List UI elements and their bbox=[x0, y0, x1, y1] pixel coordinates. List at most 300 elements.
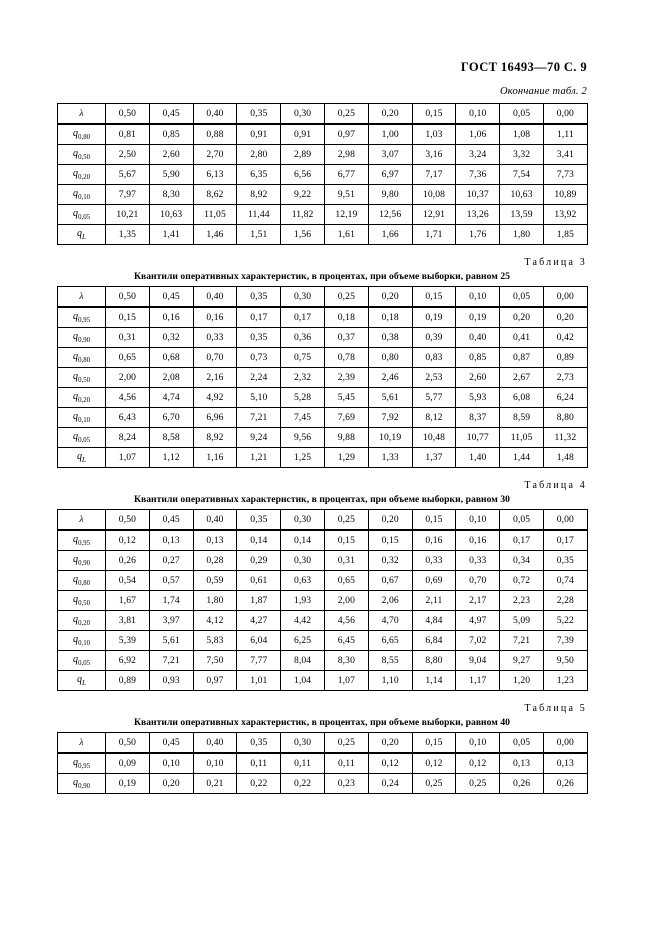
table-cell-value: 0,25 bbox=[412, 774, 456, 794]
table-cell-value: 0,20 bbox=[500, 307, 544, 328]
table-cell-value: 6,96 bbox=[193, 408, 237, 428]
table-cell-value: 0,65 bbox=[106, 348, 150, 368]
header-cell-lambda-value: 0,00 bbox=[543, 287, 587, 308]
table-cell-value: 5,61 bbox=[368, 388, 412, 408]
table-cell-value: 0,26 bbox=[500, 774, 544, 794]
row-label-subscript: 0,90 bbox=[78, 337, 90, 344]
table-cell-value: 0,33 bbox=[456, 551, 500, 571]
table-header-row bbox=[58, 287, 588, 308]
header-cell-lambda-value: 0,40 bbox=[193, 733, 237, 754]
header-cell-lambda-value: 0,15 bbox=[412, 510, 456, 531]
row-label-quantile bbox=[58, 368, 106, 388]
table-cell-value: 0,31 bbox=[106, 328, 150, 348]
row-label-quantile bbox=[58, 348, 106, 368]
row-label-base: q bbox=[72, 168, 79, 179]
table-cell-value: 1,10 bbox=[368, 671, 412, 691]
table-cell-value: 0,78 bbox=[324, 348, 368, 368]
header-cell-lambda-value: 0,10 bbox=[456, 733, 500, 754]
table-row bbox=[58, 651, 588, 671]
table-spacer bbox=[57, 245, 587, 257]
table-cell-value: 6,04 bbox=[237, 631, 281, 651]
quantile-table bbox=[57, 286, 588, 468]
table-cell-value: 0,97 bbox=[193, 671, 237, 691]
table-cell-value: 9,24 bbox=[237, 428, 281, 448]
table-cell-value: 1,80 bbox=[500, 225, 544, 245]
header-cell-lambda: λ bbox=[58, 287, 106, 308]
table-row bbox=[58, 428, 588, 448]
row-label-subscript: 0,80 bbox=[78, 134, 90, 141]
table-block bbox=[57, 103, 587, 245]
table-cell-value: 0,11 bbox=[324, 753, 368, 774]
table-cell-value: 4,56 bbox=[106, 388, 150, 408]
table-cell-value: 10,89 bbox=[543, 185, 587, 205]
table-number-label: Таблица 5 bbox=[524, 703, 587, 714]
row-label-subscript: 0,05 bbox=[78, 437, 90, 444]
table-cell-value: 0,33 bbox=[412, 551, 456, 571]
header-cell-lambda-value: 0,00 bbox=[543, 510, 587, 531]
table-cell-value: 2,06 bbox=[368, 591, 412, 611]
table-cell-value: 1,04 bbox=[281, 671, 325, 691]
table-cell-value: 2,73 bbox=[543, 368, 587, 388]
table-cell-value: 0,11 bbox=[281, 753, 325, 774]
table-cell-value: 0,91 bbox=[237, 124, 281, 145]
table-cell-value: 3,97 bbox=[149, 611, 193, 631]
table-spacer bbox=[57, 691, 587, 703]
table-cell-value: 13,92 bbox=[543, 205, 587, 225]
table-cell-value: 0,85 bbox=[456, 348, 500, 368]
header-cell-lambda-value: 0,20 bbox=[368, 733, 412, 754]
table-cell-value: 0,29 bbox=[237, 551, 281, 571]
header-cell-lambda-value: 0,05 bbox=[500, 104, 544, 125]
table-cell-value: 4,74 bbox=[149, 388, 193, 408]
row-label-quantile bbox=[58, 774, 106, 794]
table-cell-value: 4,92 bbox=[193, 388, 237, 408]
header-cell-lambda-value: 0,45 bbox=[149, 287, 193, 308]
table-cell-value: 7,21 bbox=[500, 631, 544, 651]
table-cell-value: 6,43 bbox=[106, 408, 150, 428]
row-label-quantile bbox=[58, 631, 106, 651]
table-cell-value: 2,98 bbox=[324, 145, 368, 165]
header-cell-lambda-value: 0,15 bbox=[412, 104, 456, 125]
table-cell-value: 2,67 bbox=[500, 368, 544, 388]
header-cell-lambda-value: 0,40 bbox=[193, 287, 237, 308]
quantile-table bbox=[57, 103, 588, 245]
table-cell-value: 6,56 bbox=[281, 165, 325, 185]
table-cell-value: 1,06 bbox=[456, 124, 500, 145]
table-cell-value: 8,59 bbox=[500, 408, 544, 428]
table-cell-value: 0,26 bbox=[543, 774, 587, 794]
table-cell-value: 0,11 bbox=[237, 753, 281, 774]
table-cell-value: 0,18 bbox=[324, 307, 368, 328]
table-cell-value: 5,83 bbox=[193, 631, 237, 651]
table-cell-value: 0,12 bbox=[106, 530, 150, 551]
table-row bbox=[58, 448, 588, 468]
header-cell-lambda-value: 0,45 bbox=[149, 510, 193, 531]
table-cell-value: 0,14 bbox=[281, 530, 325, 551]
header-cell-lambda-value: 0,20 bbox=[368, 104, 412, 125]
table-row bbox=[58, 611, 588, 631]
table-caption: Квантили оперативных характеристик, в процентах, при объеме выборки, равном 40 bbox=[133, 717, 511, 728]
table-cell-value: 0,91 bbox=[281, 124, 325, 145]
table-row bbox=[58, 348, 588, 368]
table-cell-value: 1,25 bbox=[281, 448, 325, 468]
table-number-label: Таблица 4 bbox=[524, 480, 587, 491]
table-row bbox=[58, 205, 588, 225]
row-label-base: q bbox=[72, 431, 79, 442]
row-label-subscript: L bbox=[82, 233, 87, 241]
table-cell-value: 0,59 bbox=[193, 571, 237, 591]
table-cell-value: 0,20 bbox=[149, 774, 193, 794]
table-cell-value: 4,42 bbox=[281, 611, 325, 631]
row-label-quantile bbox=[58, 671, 106, 691]
table-cell-value: 8,58 bbox=[149, 428, 193, 448]
table-cell-value: 7,73 bbox=[543, 165, 587, 185]
table-cell-value: 0,37 bbox=[324, 328, 368, 348]
table-cell-value: 7,92 bbox=[368, 408, 412, 428]
table-cell-value: 0,35 bbox=[543, 551, 587, 571]
table-row bbox=[58, 124, 588, 145]
table-cell-value: 0,19 bbox=[106, 774, 150, 794]
table-row bbox=[58, 185, 588, 205]
table-cell-value: 12,56 bbox=[368, 205, 412, 225]
header-cell-lambda-value: 0,35 bbox=[237, 287, 281, 308]
table-cell-value: 3,81 bbox=[106, 611, 150, 631]
row-label-subscript: 0,95 bbox=[78, 763, 90, 770]
table-row bbox=[58, 307, 588, 328]
table-cell-value: 9,22 bbox=[281, 185, 325, 205]
table-cell-value: 0,54 bbox=[106, 571, 150, 591]
table-cell-value: 1,03 bbox=[412, 124, 456, 145]
table-cell-value: 13,59 bbox=[500, 205, 544, 225]
row-label-base: q bbox=[72, 371, 79, 382]
table-cell-value: 0,16 bbox=[412, 530, 456, 551]
table-cell-value: 3,41 bbox=[543, 145, 587, 165]
table-cell-value: 9,27 bbox=[500, 651, 544, 671]
row-label-quantile bbox=[58, 225, 106, 245]
table-cell-value: 1,41 bbox=[149, 225, 193, 245]
table-cell-value: 0,69 bbox=[412, 571, 456, 591]
table-caption: Квантили оперативных характеристик, в процентах, при объеме выборки, равном 30 bbox=[133, 494, 511, 505]
header-cell-lambda: λ bbox=[58, 104, 106, 125]
table-cell-value: 0,19 bbox=[412, 307, 456, 328]
table-cell-value: 0,16 bbox=[149, 307, 193, 328]
table-cell-value: 0,17 bbox=[543, 530, 587, 551]
table-cell-value: 2,39 bbox=[324, 368, 368, 388]
table-cell-value: 1,12 bbox=[149, 448, 193, 468]
row-label-subscript: L bbox=[82, 456, 87, 464]
table-cell-value: 1,40 bbox=[456, 448, 500, 468]
table-cell-value: 0,22 bbox=[281, 774, 325, 794]
table-cell-value: 0,81 bbox=[106, 124, 150, 145]
table-cell-value: 7,45 bbox=[281, 408, 325, 428]
table-cell-value: 2,11 bbox=[412, 591, 456, 611]
row-label-subscript: 0,10 bbox=[78, 194, 90, 201]
table-cell-value: 1,93 bbox=[281, 591, 325, 611]
continuation-note: Окончание табл. 2 bbox=[499, 86, 587, 97]
table-cell-value: 4,97 bbox=[456, 611, 500, 631]
row-label-subscript: 0,90 bbox=[78, 560, 90, 567]
table-cell-value: 5,09 bbox=[500, 611, 544, 631]
header-cell-lambda-value: 0,35 bbox=[237, 510, 281, 531]
header-cell-lambda-value: 0,50 bbox=[106, 104, 150, 125]
header-cell-lambda-value: 0,30 bbox=[281, 733, 325, 754]
table-cell-value: 7,21 bbox=[237, 408, 281, 428]
table-cell-value: 0,36 bbox=[281, 328, 325, 348]
table-cell-value: 7,02 bbox=[456, 631, 500, 651]
header-cell-lambda-value: 0,50 bbox=[106, 287, 150, 308]
table-cell-value: 5,77 bbox=[412, 388, 456, 408]
table-cell-value: 2,08 bbox=[149, 368, 193, 388]
header-cell-lambda-value: 0,30 bbox=[281, 510, 325, 531]
table-cell-value: 0,28 bbox=[193, 551, 237, 571]
table-cell-value: 3,16 bbox=[412, 145, 456, 165]
header-cell-lambda-value: 0,40 bbox=[193, 104, 237, 125]
header-cell-lambda-value: 0,20 bbox=[368, 510, 412, 531]
tables-container bbox=[57, 103, 587, 794]
table-row bbox=[58, 145, 588, 165]
table-cell-value: 5,90 bbox=[149, 165, 193, 185]
row-label-subscript: 0,10 bbox=[78, 640, 90, 647]
table-cell-value: 1,17 bbox=[456, 671, 500, 691]
row-label-subscript: 0,05 bbox=[78, 214, 90, 221]
row-label-subscript: 0,50 bbox=[78, 600, 90, 607]
header-cell-lambda-value: 0,35 bbox=[237, 104, 281, 125]
table-cell-value: 1,21 bbox=[237, 448, 281, 468]
table-caption: Квантили оперативных характеристик, в процентах, при объеме выборки, равном 25 bbox=[133, 271, 511, 282]
table-cell-value: 6,70 bbox=[149, 408, 193, 428]
header-cell-lambda-value: 0,30 bbox=[281, 104, 325, 125]
row-label-base: q bbox=[76, 228, 83, 239]
table-cell-value: 7,97 bbox=[106, 185, 150, 205]
table-number-label: Таблица 3 bbox=[524, 257, 587, 268]
header-cell-lambda-value: 0,50 bbox=[106, 733, 150, 754]
table-cell-value: 11,82 bbox=[281, 205, 325, 225]
table-row bbox=[58, 774, 588, 794]
table-block bbox=[57, 691, 587, 794]
table-cell-value: 6,84 bbox=[412, 631, 456, 651]
table-cell-value: 12,19 bbox=[324, 205, 368, 225]
header-cell-lambda-value: 0,35 bbox=[237, 733, 281, 754]
table-row bbox=[58, 165, 588, 185]
header-cell-lambda-value: 0,10 bbox=[456, 510, 500, 531]
header-cell-lambda-value: 0,10 bbox=[456, 287, 500, 308]
table-cell-value: 8,92 bbox=[193, 428, 237, 448]
table-cell-value: 0,22 bbox=[237, 774, 281, 794]
table-row bbox=[58, 225, 588, 245]
table-cell-value: 5,10 bbox=[237, 388, 281, 408]
row-label-quantile bbox=[58, 651, 106, 671]
header-cell-lambda-value: 0,40 bbox=[193, 510, 237, 531]
row-label-subscript: 0,95 bbox=[78, 540, 90, 547]
table-cell-value: 0,18 bbox=[368, 307, 412, 328]
table-cell-value: 2,70 bbox=[193, 145, 237, 165]
row-label-quantile bbox=[58, 145, 106, 165]
table-row bbox=[58, 591, 588, 611]
row-label-base: q bbox=[76, 674, 83, 685]
row-label-subscript: 0,95 bbox=[78, 317, 90, 324]
row-label-base: q bbox=[72, 534, 79, 545]
table-cell-value: 4,56 bbox=[324, 611, 368, 631]
table-cell-value: 0,93 bbox=[149, 671, 193, 691]
table-cell-value: 0,15 bbox=[324, 530, 368, 551]
quantile-table bbox=[57, 732, 588, 794]
table-cell-value: 0,32 bbox=[368, 551, 412, 571]
row-label-quantile bbox=[58, 185, 106, 205]
table-cell-value: 0,72 bbox=[500, 571, 544, 591]
table-cell-value: 0,88 bbox=[193, 124, 237, 145]
table-cell-value: 1,46 bbox=[193, 225, 237, 245]
row-label-quantile bbox=[58, 428, 106, 448]
table-cell-value: 10,48 bbox=[412, 428, 456, 448]
table-cell-value: 5,45 bbox=[324, 388, 368, 408]
table-cell-value: 1,44 bbox=[500, 448, 544, 468]
header-cell-lambda-value: 0,25 bbox=[324, 287, 368, 308]
table-cell-value: 0,10 bbox=[193, 753, 237, 774]
table-cell-value: 0,31 bbox=[324, 551, 368, 571]
table-cell-value: 8,30 bbox=[324, 651, 368, 671]
table-cell-value: 2,24 bbox=[237, 368, 281, 388]
table-cell-value: 0,41 bbox=[500, 328, 544, 348]
page-content bbox=[57, 86, 587, 794]
row-label-base: q bbox=[72, 331, 79, 342]
table-cell-value: 0,27 bbox=[149, 551, 193, 571]
table-cell-value: 1,14 bbox=[412, 671, 456, 691]
table-cell-value: 5,61 bbox=[149, 631, 193, 651]
table-cell-value: 1,66 bbox=[368, 225, 412, 245]
table-cell-value: 2,28 bbox=[543, 591, 587, 611]
row-label-subscript: 0,20 bbox=[78, 620, 90, 627]
row-label-quantile bbox=[58, 591, 106, 611]
table-cell-value: 0,25 bbox=[456, 774, 500, 794]
table-cell-value: 10,77 bbox=[456, 428, 500, 448]
table-cell-value: 6,97 bbox=[368, 165, 412, 185]
table-cell-value: 0,13 bbox=[500, 753, 544, 774]
table-row bbox=[58, 753, 588, 774]
table-cell-value: 0,67 bbox=[368, 571, 412, 591]
table-row bbox=[58, 571, 588, 591]
table-cell-value: 0,39 bbox=[412, 328, 456, 348]
table-cell-value: 1,85 bbox=[543, 225, 587, 245]
row-label-base: q bbox=[72, 311, 79, 322]
table-cell-value: 11,05 bbox=[500, 428, 544, 448]
table-cell-value: 4,12 bbox=[193, 611, 237, 631]
table-cell-value: 5,22 bbox=[543, 611, 587, 631]
table-cell-value: 0,17 bbox=[237, 307, 281, 328]
table-cell-value: 9,80 bbox=[368, 185, 412, 205]
table-cell-value: 0,09 bbox=[106, 753, 150, 774]
row-label-base: q bbox=[72, 411, 79, 422]
row-label-base: q bbox=[72, 351, 79, 362]
table-cell-value: 0,97 bbox=[324, 124, 368, 145]
table-cell-value: 9,88 bbox=[324, 428, 368, 448]
table-cell-value: 3,32 bbox=[500, 145, 544, 165]
table-header-row bbox=[58, 510, 588, 531]
table-cell-value: 8,62 bbox=[193, 185, 237, 205]
table-cell-value: 1,07 bbox=[324, 671, 368, 691]
table-cell-value: 0,13 bbox=[193, 530, 237, 551]
table-cell-value: 0,42 bbox=[543, 328, 587, 348]
table-cell-value: 0,20 bbox=[543, 307, 587, 328]
table-cell-value: 0,89 bbox=[543, 348, 587, 368]
row-label-base: q bbox=[72, 128, 79, 139]
row-label-quantile bbox=[58, 205, 106, 225]
row-label-base: q bbox=[72, 391, 79, 402]
row-label-quantile bbox=[58, 165, 106, 185]
table-cell-value: 8,30 bbox=[149, 185, 193, 205]
table-cell-value: 8,04 bbox=[281, 651, 325, 671]
table-cell-value: 2,89 bbox=[281, 145, 325, 165]
table-spacer bbox=[57, 468, 587, 480]
table-cell-value: 1,00 bbox=[368, 124, 412, 145]
table-row bbox=[58, 408, 588, 428]
header-cell-lambda-value: 0,15 bbox=[412, 733, 456, 754]
row-label-base: q bbox=[72, 148, 79, 159]
table-cell-value: 0,24 bbox=[368, 774, 412, 794]
table-cell-value: 5,93 bbox=[456, 388, 500, 408]
row-label-quantile bbox=[58, 571, 106, 591]
table-cell-value: 0,12 bbox=[456, 753, 500, 774]
table-cell-value: 0,15 bbox=[106, 307, 150, 328]
header-cell-lambda-value: 0,45 bbox=[149, 733, 193, 754]
table-cell-value: 10,08 bbox=[412, 185, 456, 205]
table-cell-value: 0,87 bbox=[500, 348, 544, 368]
table-row bbox=[58, 551, 588, 571]
row-label-quantile bbox=[58, 328, 106, 348]
table-cell-value: 1,07 bbox=[106, 448, 150, 468]
table-cell-value: 1,01 bbox=[237, 671, 281, 691]
table-cell-value: 8,24 bbox=[106, 428, 150, 448]
table-cell-value: 2,17 bbox=[456, 591, 500, 611]
table-cell-value: 0,34 bbox=[500, 551, 544, 571]
row-label-quantile bbox=[58, 530, 106, 551]
table-cell-value: 0,85 bbox=[149, 124, 193, 145]
table-cell-value: 2,00 bbox=[324, 591, 368, 611]
table-cell-value: 7,77 bbox=[237, 651, 281, 671]
table-cell-value: 0,16 bbox=[456, 530, 500, 551]
table-cell-value: 8,92 bbox=[237, 185, 281, 205]
table-cell-value: 2,80 bbox=[237, 145, 281, 165]
table-cell-value: 6,77 bbox=[324, 165, 368, 185]
header-cell-lambda-value: 0,50 bbox=[106, 510, 150, 531]
row-label-quantile bbox=[58, 124, 106, 145]
row-label-base: q bbox=[72, 594, 79, 605]
table-cell-value: 0,61 bbox=[237, 571, 281, 591]
row-label-quantile bbox=[58, 388, 106, 408]
table-cell-value: 6,92 bbox=[106, 651, 150, 671]
header-cell-lambda-value: 0,25 bbox=[324, 104, 368, 125]
table-cell-value: 0,70 bbox=[193, 348, 237, 368]
table-cell-value: 0,35 bbox=[237, 328, 281, 348]
row-label-base: q bbox=[76, 451, 83, 462]
table-cell-value: 10,19 bbox=[368, 428, 412, 448]
table-cell-value: 2,60 bbox=[456, 368, 500, 388]
table-cell-value: 2,16 bbox=[193, 368, 237, 388]
table-cell-value: 7,17 bbox=[412, 165, 456, 185]
table-cell-value: 3,24 bbox=[456, 145, 500, 165]
row-label-quantile bbox=[58, 307, 106, 328]
table-cell-value: 11,32 bbox=[543, 428, 587, 448]
table-cell-value: 0,17 bbox=[281, 307, 325, 328]
table-cell-value: 0,13 bbox=[149, 530, 193, 551]
table-cell-value: 1,48 bbox=[543, 448, 587, 468]
table-header-row bbox=[58, 104, 588, 125]
table-cell-value: 6,24 bbox=[543, 388, 587, 408]
table-cell-value: 5,39 bbox=[106, 631, 150, 651]
table-cell-value: 0,30 bbox=[281, 551, 325, 571]
header-cell-lambda: λ bbox=[58, 510, 106, 531]
row-label-base: q bbox=[72, 188, 79, 199]
table-cell-value: 1,56 bbox=[281, 225, 325, 245]
